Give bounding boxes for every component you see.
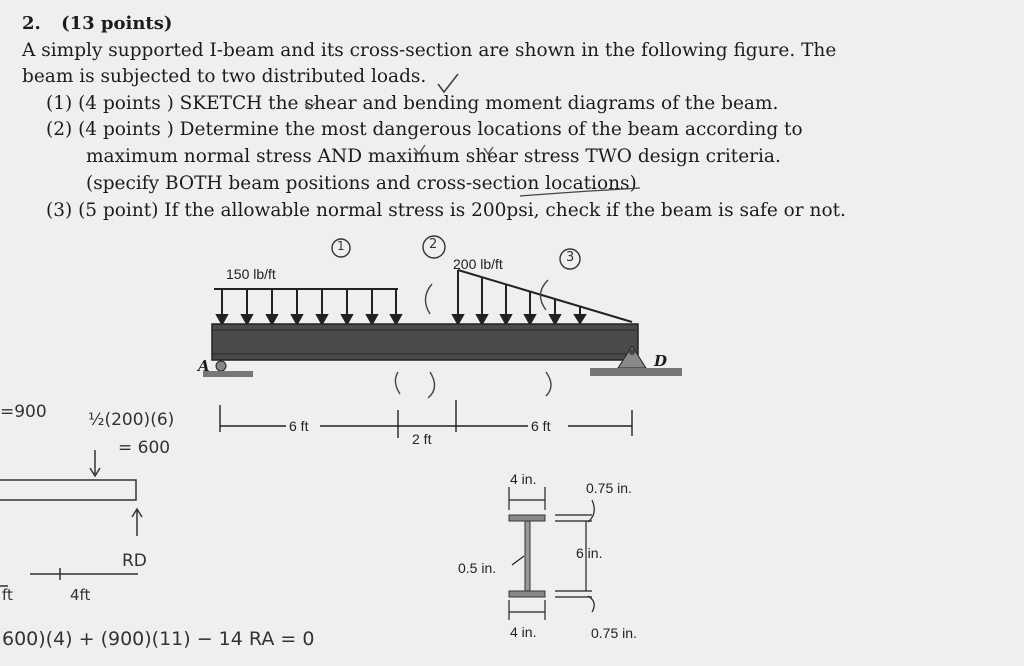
load-label-left: 150 lb/ft xyxy=(226,266,276,282)
check-mark-icon xyxy=(305,103,315,109)
load-arrow xyxy=(217,289,227,324)
load-arrow xyxy=(477,277,487,324)
uniform-load xyxy=(214,289,401,324)
pen-underline xyxy=(520,188,640,196)
part-2-line-3: (specify BOTH beam positions and cross-section locations) xyxy=(86,173,637,194)
beam xyxy=(212,324,638,360)
handwritten-fbd xyxy=(0,450,142,586)
part-2-line-1: (2) (4 points ) Determine the most dangerous locations of the beam according to xyxy=(46,119,803,140)
support-label-d: D xyxy=(654,352,668,370)
load-arrow xyxy=(242,289,252,324)
load-arrow xyxy=(317,289,327,324)
section-cut-1 xyxy=(395,372,400,394)
load-arrow xyxy=(342,289,352,324)
load-arrow xyxy=(267,289,277,324)
load-arrow xyxy=(550,299,560,324)
circle-number-2: 2 xyxy=(429,237,438,252)
load-arrow xyxy=(575,306,585,323)
hand-dist-right: 4ft xyxy=(70,586,91,604)
hand-resultant-value: = 600 xyxy=(118,438,171,458)
support-label-a: A xyxy=(198,357,210,375)
dim-left-label: 6 ft xyxy=(289,418,309,434)
load-arrow xyxy=(501,284,511,324)
part-2-line-2: maximum normal stress AND maximum shear stress TWO design criteria. xyxy=(86,146,781,167)
problem-number-label: 2. xyxy=(22,13,41,34)
dim-right-label: 6 ft xyxy=(531,418,551,434)
check-mark-icon xyxy=(484,147,493,154)
check-mark-icon xyxy=(438,74,458,92)
hand-reaction-label: RD xyxy=(122,551,147,571)
load-label-right: 200 lb/ft xyxy=(453,256,503,272)
flange-thickness-top-label: 0.75 in. xyxy=(586,480,632,496)
flange-width-bottom-label: 4 in. xyxy=(510,624,537,640)
part-3: (3) (5 point) If the allowable normal stress is 200psi, check if the beam is safe or not. xyxy=(46,200,846,221)
hand-left-value: =900 xyxy=(0,402,47,422)
hand-dist-left: ft xyxy=(2,586,13,604)
intro-line-2: beam is subjected to two distributed loads. xyxy=(22,66,427,87)
triangular-load xyxy=(453,270,632,324)
intro-line-1: A simply supported I-beam and its cross-section are shown in the following figure. The xyxy=(22,40,837,61)
dim-mid-label: 2 ft xyxy=(412,431,432,447)
web-thickness-label: 0.5 in. xyxy=(458,560,497,576)
load-arrow xyxy=(525,291,535,324)
circle-number-1: 1 xyxy=(337,239,345,253)
hand-moment-equation: 600)(4) + (900)(11) − 14 RA = 0 xyxy=(2,628,315,650)
part-1: (1) (4 points ) SKETCH the shear and bending moment diagrams of the beam. xyxy=(46,93,779,114)
load-arrow xyxy=(367,289,377,324)
problem-points: (13 points) xyxy=(61,13,173,34)
hand-resultant-expr: ½(200)(6) xyxy=(88,410,175,430)
web-height-label: 6 in. xyxy=(576,545,603,561)
check-mark-icon xyxy=(414,145,425,154)
circle-number-3: 3 xyxy=(566,250,575,265)
load-arrow xyxy=(292,289,302,324)
flange-width-top-label: 4 in. xyxy=(510,471,537,487)
load-arrow xyxy=(391,289,401,324)
roller-support-a xyxy=(203,361,253,377)
flange-thickness-bottom-label: 0.75 in. xyxy=(591,625,637,641)
